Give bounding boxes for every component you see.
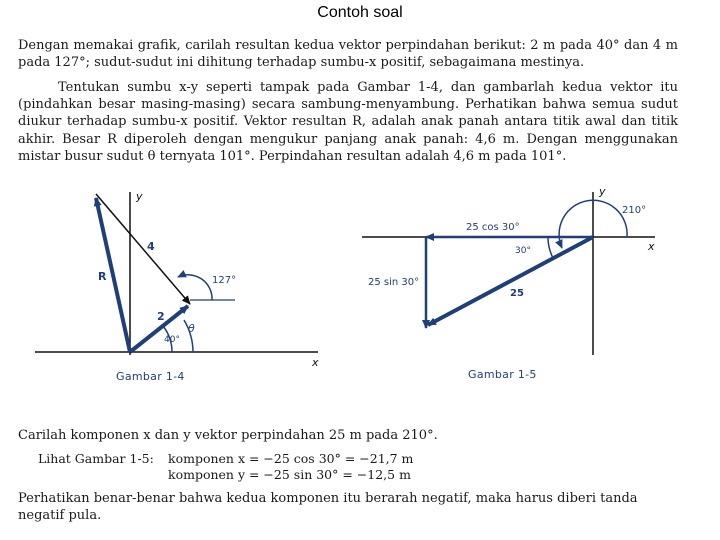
fig15-label-30: 30°: [515, 246, 531, 256]
fig15-vector-25: [428, 237, 593, 325]
fig14-label-40: 40°: [164, 335, 180, 345]
fig15-label-ycomp: 25 sin 30°: [368, 277, 420, 288]
fig15-label-25: 25: [510, 288, 524, 299]
solution-block: [38, 451, 413, 483]
figure-1-5-caption: Gambar 1-5: [468, 368, 537, 381]
figure-1-4-caption: Gambar 1-4: [116, 370, 185, 383]
fig14-label-r: R: [98, 270, 107, 283]
fig15-label-210: 210°: [622, 205, 647, 216]
fig14-label-4: 4: [147, 240, 155, 253]
figure-1-4: [35, 190, 319, 369]
solution-row-y: [38, 467, 413, 483]
figure-1-5: [362, 185, 655, 355]
problem-intro: Dengan memakai grafik, carilah resultan kedua vektor perpindahan berikut: 2 m pada 40° dan 4 m pada 127°; sudut-sudut ini dihitung terhadap sumbu-x positif, sebagaimana mestinya.: [18, 38, 678, 71]
fig14-vector-4: [96, 194, 190, 304]
fig14-label-2: 2: [157, 310, 165, 323]
figures-canvas: [0, 180, 720, 380]
question-text: Carilah komponen x dan y vektor perpindahan 25 m pada 210°.: [18, 428, 438, 443]
page-title: Contoh soal: [317, 4, 403, 21]
fig14-x-label: x: [312, 356, 319, 369]
fig15-x-label: x: [648, 240, 655, 253]
fig14-y-label: y: [136, 190, 143, 203]
fig15-label-xcomp: 25 cos 30°: [466, 222, 520, 233]
fig14-label-127: 127°: [212, 275, 237, 286]
solution-row-x: [38, 451, 413, 467]
question-note: Perhatikan benar-benar bahwa kedua komponen itu berarah negatif, maka harus diberi tanda negatif pula.: [18, 491, 638, 523]
fig15-arc-30: [548, 237, 553, 258]
fig14-label-theta: θ: [188, 322, 195, 335]
solution-line-y: komponen y = −25 sin 30° = −12,5 m: [168, 467, 411, 482]
solution-line-x: komponen x = −25 cos 30° = −21,7 m: [168, 451, 414, 466]
solution-see-label: Lihat Gambar 1-5:: [38, 451, 154, 466]
problem-explanation: Tentukan sumbu x-y seperti tampak pada Gambar 1-4, dan gambarlah kedua vektor itu (pindahkan besar masing-masing) secara sambung-menyambung. Perhatikan bahwa semua sudut diukur terhadap sumbu-x positif. Vektor resultan R, adalah anak panah antara titik awal dan titik akhir. Besar R diperoleh dengan mengukur panjang anak panah: 4,6 m. Dengan menggunakan mistar busur sudut θ ternyata 101°. Perpindahan resultan adalah 4,6 m pada 101°.: [18, 80, 678, 164]
fig15-y-label: y: [599, 185, 606, 198]
